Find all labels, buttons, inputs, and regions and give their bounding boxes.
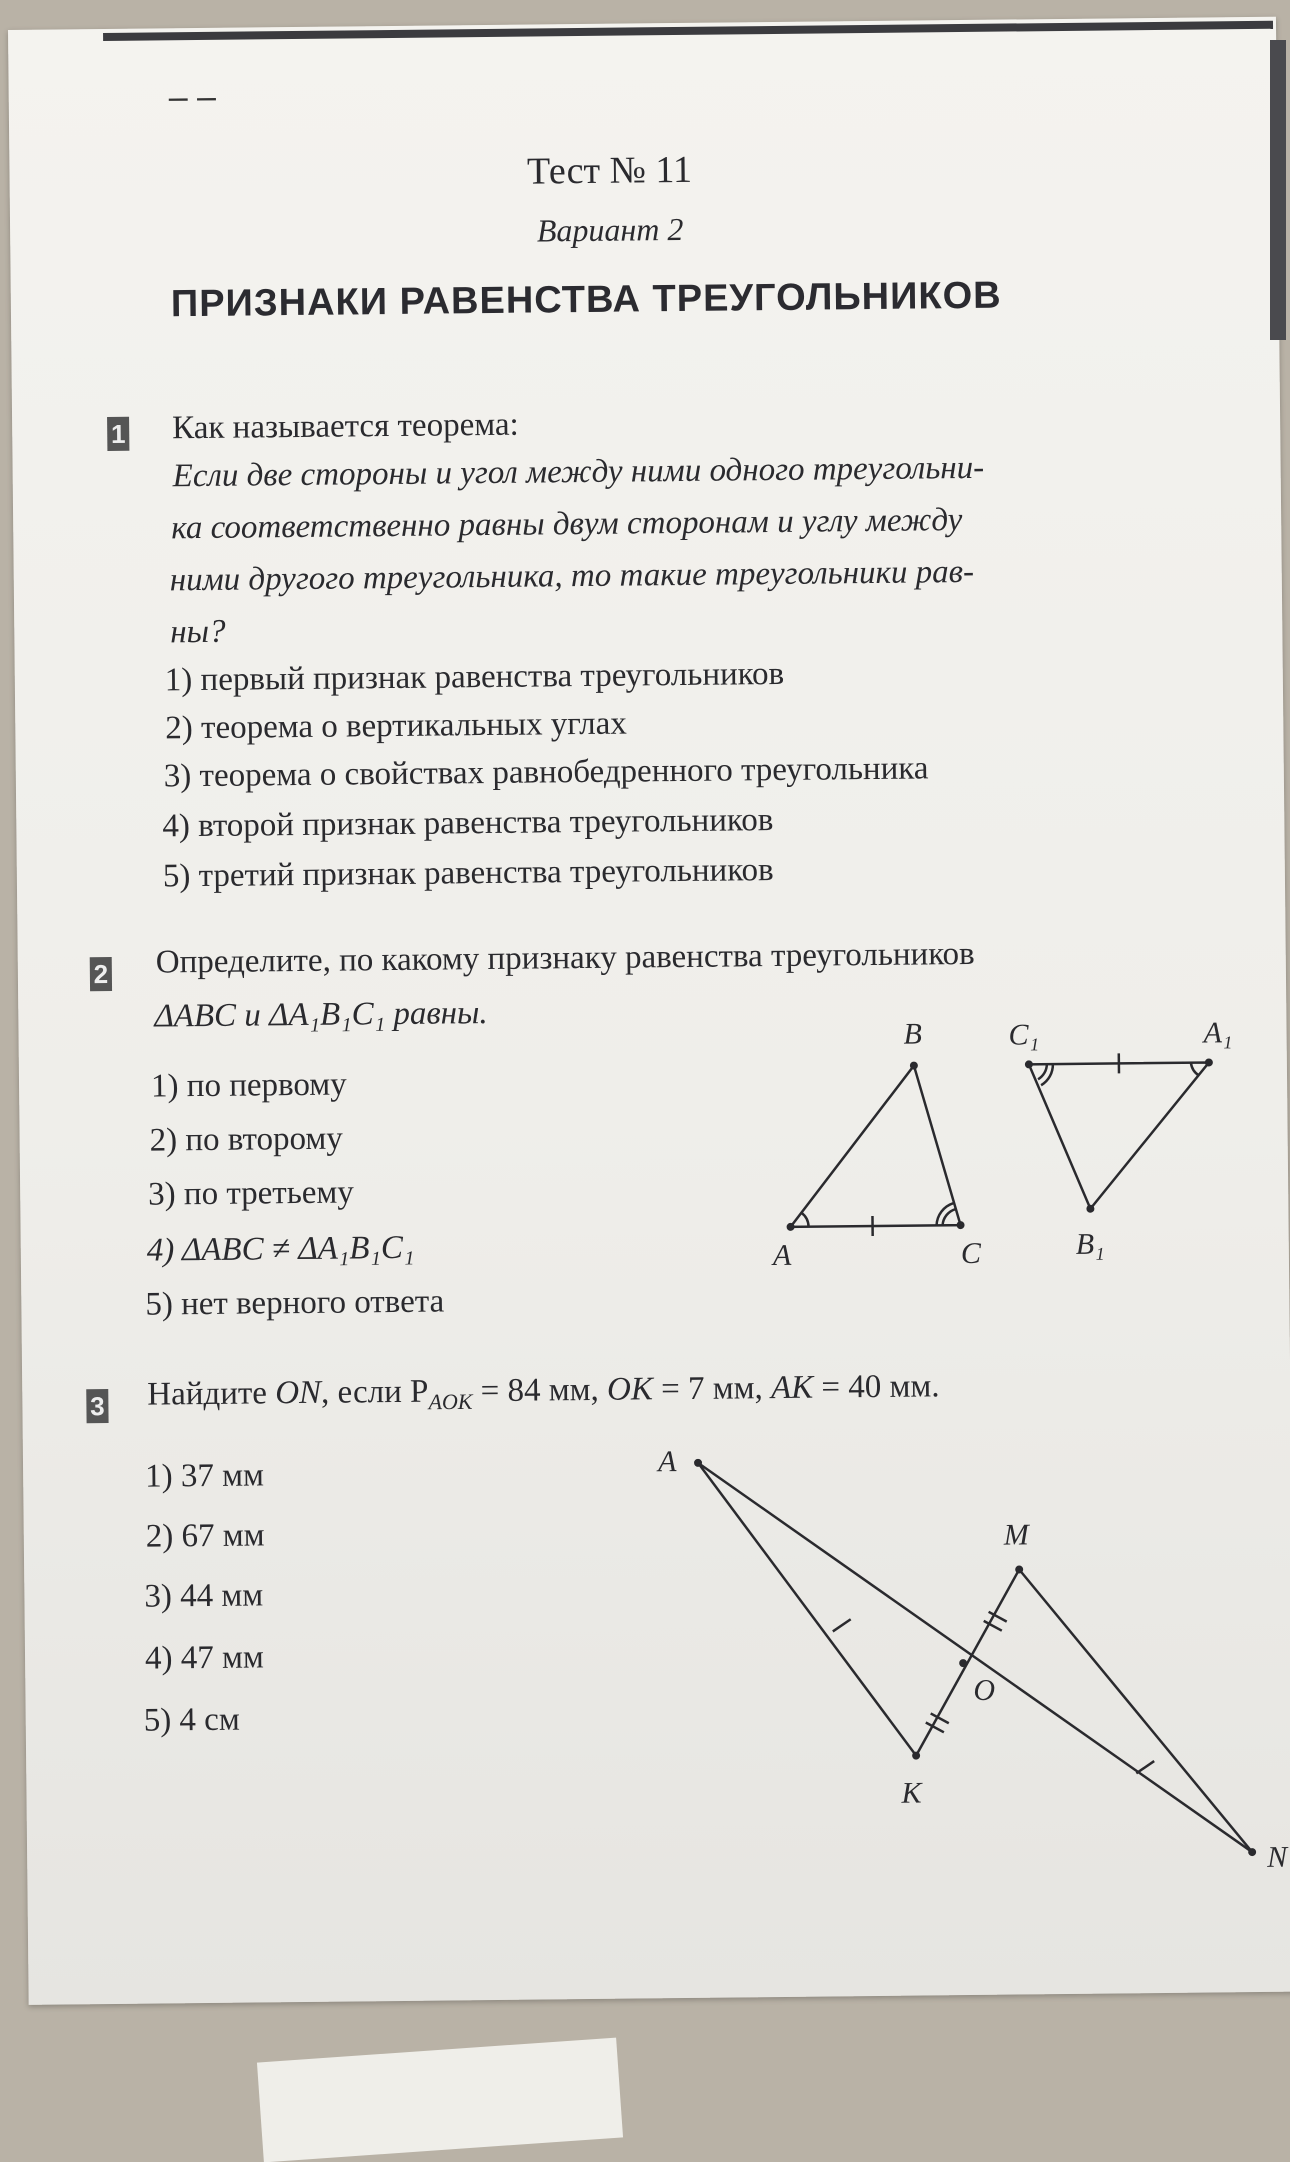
question-1-option: 1) первый признак равенства треугольников — [165, 656, 785, 699]
question-1-option: 4) второй признак равенства треугольников — [162, 802, 773, 845]
triangle-a1b1c1 — [1029, 1062, 1211, 1209]
label-a1: A₁ — [1201, 1016, 1232, 1049]
label-a: A — [656, 1445, 677, 1478]
pencil-dashes: – – — [169, 78, 217, 117]
question-2-option: 4) ΔABC ≠ ΔA₁B₁C₁ — [147, 1230, 415, 1270]
triangle-abc — [789, 1065, 961, 1227]
q3-sub: AOK — [428, 1389, 472, 1414]
question-3-prompt — [147, 1368, 940, 1418]
question-3-figure — [643, 1427, 1290, 1894]
segment-an — [698, 1457, 1252, 1858]
label-n: N — [1266, 1841, 1289, 1874]
question-1-statement-line: ны? — [170, 614, 226, 652]
label-c1: C₁ — [1008, 1018, 1039, 1051]
q3-rest2: = 7 мм, — [653, 1370, 772, 1407]
question-1-option: 3) теорема о свойствах равнобедренного треугольника — [164, 750, 929, 795]
q3-ok: OK — [607, 1371, 653, 1407]
question-2-option: 1) по первому — [151, 1067, 347, 1106]
test-title: Тест № 11 — [9, 142, 1209, 199]
question-3-option: 3) 44 мм — [144, 1577, 263, 1615]
question-3-option: 1) 37 мм — [145, 1457, 264, 1495]
question-1-option: 2) теорема о вертикальных углах — [165, 706, 627, 748]
question-1-option: 5) третий признак равенства треугольников — [163, 852, 774, 895]
label-b1: B₁ — [1076, 1228, 1105, 1261]
top-edge-bar — [103, 21, 1273, 41]
question-1-number: 1 — [107, 417, 129, 451]
segment-km — [914, 1569, 1021, 1755]
question-2-number: 2 — [90, 957, 112, 991]
angle-c1-arc-1 — [1038, 1064, 1047, 1079]
label-k: K — [900, 1777, 923, 1810]
question-3-option: 2) 67 мм — [146, 1517, 265, 1555]
segment-mn — [1019, 1567, 1252, 1854]
segment-ak — [698, 1461, 916, 1758]
question-3-option: 4) 47 мм — [145, 1639, 264, 1677]
label-c: C — [961, 1237, 982, 1270]
worksheet-page — [8, 17, 1290, 2005]
question-2-prompt-triangles: ΔABC и ΔA₁B₁C₁ равны. — [154, 995, 488, 1035]
right-edge-bar — [1270, 40, 1286, 340]
angle-a1-arc — [1191, 1063, 1199, 1076]
variant-label: Вариант 2 — [10, 205, 1210, 255]
topic-title: ПРИЗНАКИ РАВЕНСТВА ТРЕУГОЛЬНИКОВ — [171, 275, 1002, 327]
question-2-option: 2) по второму — [149, 1121, 343, 1160]
bottom-paper-scrap — [257, 2038, 623, 2162]
question-3-number: 3 — [86, 1389, 108, 1423]
question-1-statement-line: ними другого треугольника, то такие треугольники рав- — [170, 554, 975, 599]
angle-a-arc — [801, 1213, 808, 1227]
tick-on — [1136, 1761, 1154, 1773]
label-m: M — [1003, 1518, 1031, 1551]
q3-rest1: = 84 мм, — [472, 1372, 607, 1409]
label-a: A — [771, 1239, 792, 1272]
q3-ak: AK — [771, 1370, 814, 1406]
q3-lead: Найдите — [147, 1375, 275, 1412]
question-2-prompt: Определите, по какому признаку равенства треугольников — [156, 936, 975, 982]
q3-mid: , если P — [321, 1374, 429, 1411]
question-1-prompt: Как называется теорема: — [172, 407, 519, 448]
question-2-option: 5) нет верного ответа — [145, 1284, 444, 1324]
question-2-option: 3) по третьему — [148, 1174, 354, 1213]
point-c — [957, 1221, 965, 1229]
question-3-option: 5) 4 см — [144, 1702, 240, 1740]
question-1-statement-line: ка соответственно равны двум сторонам и углу между — [171, 502, 962, 547]
angle-c-arc-1 — [942, 1209, 955, 1225]
point-c1 — [1025, 1060, 1033, 1068]
label-b: B — [903, 1017, 922, 1050]
angle-c-arc-2 — [936, 1203, 953, 1225]
question-2-figure — [758, 1012, 1281, 1307]
q3-rest3: = 40 мм. — [813, 1368, 940, 1405]
label-o: O — [973, 1674, 995, 1707]
tick-ao — [833, 1619, 851, 1631]
question-1-statement-line: Если две стороны и угол между ними одного треугольни- — [172, 450, 984, 495]
q3-on: ON — [275, 1375, 321, 1411]
